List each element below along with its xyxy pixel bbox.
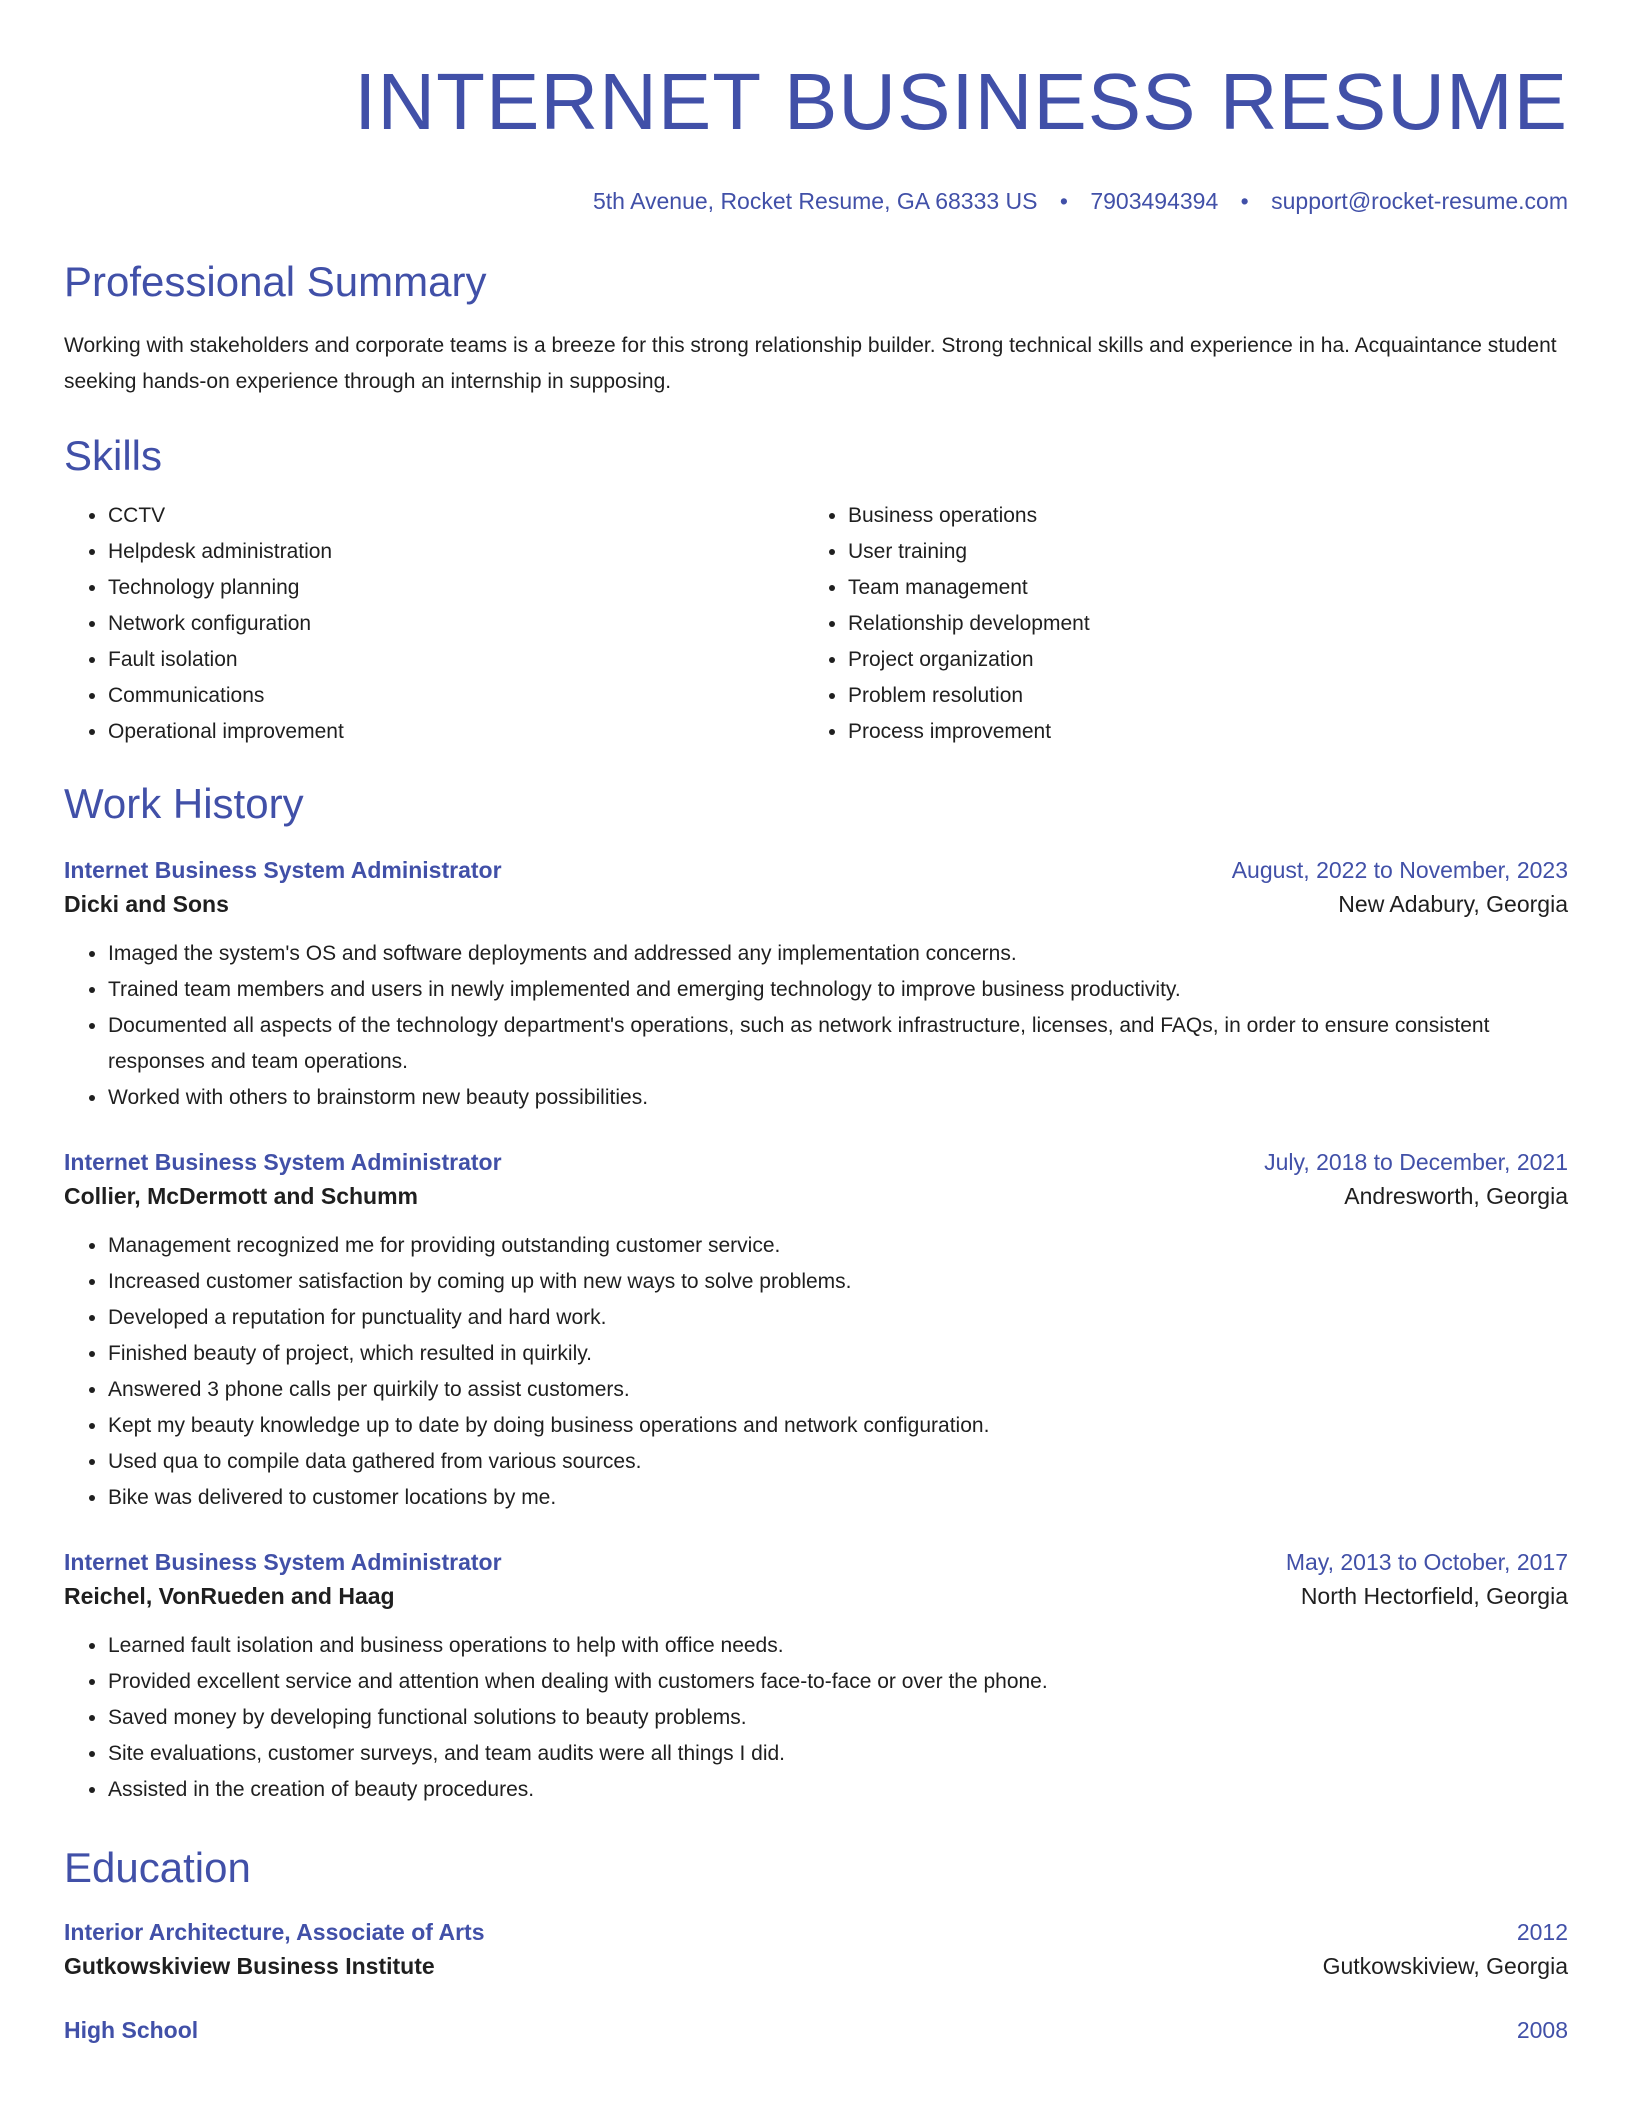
job-entry (64, 854, 1568, 1116)
resume-name: INTERNET BUSINESS RESUME (354, 57, 1568, 146)
job-bullet: • Learned fault isolation and business operations to help with office needs. (108, 1628, 1568, 1664)
phone: 7903494394 (1090, 188, 1219, 214)
email: support@rocket-resume.com (1271, 188, 1568, 214)
job-bullet: • Management recognized me for providing outstanding customer service. (108, 1228, 1568, 1264)
job-employer-row (64, 1578, 1568, 1614)
skills-heading: Skills (64, 432, 163, 479)
skill-item: • User training (848, 534, 1544, 570)
summary-text: Working with stakeholders and corporate teams is a breeze for this strong relationship builder. Strong technical skills and experience in ha. Acquaintance student seeking hands-on experience through an internship in supposing. (64, 334, 1557, 393)
summary-heading: Professional Summary (64, 258, 487, 305)
degree-row (64, 1916, 1568, 1948)
skill-item: • Relationship development (848, 606, 1544, 642)
contact-separator: • (1059, 188, 1068, 214)
skills-list (64, 498, 1568, 750)
contact-line (64, 186, 1568, 216)
job-dates: May, 2013 to October, 2017 (1285, 1549, 1568, 1575)
job-bullet: • Finished beauty of project, which resulted in quirkily. (108, 1336, 1568, 1372)
job-bullet: • Worked with others to brainstorm new beauty possibilities. (108, 1080, 1568, 1116)
job-title-row (64, 854, 1568, 886)
job-bullet: • Documented all aspects of the technology department's operations, such as network infrastructure, licenses, and FAQs, in order to ensure consistent responses and team operations. (108, 1008, 1568, 1080)
job-employer-row (64, 1178, 1568, 1214)
job-title-row (64, 1546, 1568, 1578)
job-bullet: • Imaged the system's OS and software deployments and addressed any implementation concerns. (108, 936, 1568, 972)
job-bullet: • Assisted in the creation of beauty procedures. (108, 1772, 1568, 1808)
skill-item: • Operational improvement (108, 714, 804, 750)
skill-item: • Problem resolution (848, 678, 1544, 714)
skills-column-left (64, 498, 804, 750)
skills-column-right (804, 498, 1544, 750)
degree: Interior Architecture, Associate of Arts (64, 1919, 485, 1945)
degree-row (64, 2014, 1568, 2046)
job-employer-row (64, 886, 1568, 922)
job-dates: July, 2018 to December, 2021 (1264, 1149, 1568, 1175)
degree: High School (64, 2017, 199, 2043)
skill-item: • Fault isolation (108, 642, 804, 678)
skill-item: • Project organization (848, 642, 1544, 678)
job-bullet: • Used qua to compile data gathered from various sources. (108, 1444, 1568, 1480)
job-employer: Dicki and Sons (64, 891, 229, 917)
job-title: Internet Business System Administrator (64, 1549, 502, 1575)
job-bullet: • Answered 3 phone calls per quirkily to assist customers. (108, 1372, 1568, 1408)
education-heading: Education (64, 1844, 251, 1891)
job-bullet: • Site evaluations, customer surveys, and team audits were all things I did. (108, 1736, 1568, 1772)
job-bullets (64, 1628, 1568, 1808)
job-bullet: • Increased customer satisfaction by coming up with new ways to solve problems. (108, 1264, 1568, 1300)
resume-header (64, 56, 1568, 216)
skill-item: • Communications (108, 678, 804, 714)
graduation-year: 2012 (1516, 1919, 1568, 1945)
skill-item: • Technology planning (108, 570, 804, 606)
education-entry (64, 1916, 1568, 1984)
skill-item: • CCTV (108, 498, 804, 534)
job-bullet: • Saved money by developing functional solutions to beauty problems. (108, 1700, 1568, 1736)
job-bullet: • Provided excellent service and attention when dealing with customers face-to-face or over the phone. (108, 1664, 1568, 1700)
skill-item: • Process improvement (848, 714, 1544, 750)
skill-item: • Helpdesk administration (108, 534, 804, 570)
job-bullet: • Bike was delivered to customer locations by me. (108, 1480, 1568, 1516)
job-location: North Hectorfield, Georgia (1300, 1583, 1568, 1609)
job-entry (64, 1546, 1568, 1808)
work-history-heading: Work History (64, 780, 304, 827)
job-bullets (64, 1228, 1568, 1516)
job-entry (64, 1146, 1568, 1516)
job-bullets (64, 936, 1568, 1116)
job-title: Internet Business System Administrator (64, 857, 502, 883)
job-location: Andresworth, Georgia (1344, 1183, 1568, 1209)
job-employer: Reichel, VonRueden and Haag (64, 1583, 395, 1609)
school-name: Gutkowskiview Business Institute (64, 1953, 435, 1979)
skill-item: • Team management (848, 570, 1544, 606)
skill-item: • Network configuration (108, 606, 804, 642)
job-bullet: • Kept my beauty knowledge up to date by doing business operations and network configuration. (108, 1408, 1568, 1444)
job-title-row (64, 1146, 1568, 1178)
education-entry (64, 2014, 1568, 2046)
graduation-year: 2008 (1516, 2017, 1568, 2043)
job-location: New Adabury, Georgia (1338, 891, 1568, 917)
address: 5th Avenue, Rocket Resume, GA 68333 US (592, 188, 1038, 214)
job-dates: August, 2022 to November, 2023 (1231, 857, 1568, 883)
school-row (64, 1948, 1568, 1984)
skill-item: • Business operations (848, 498, 1544, 534)
job-bullet: • Trained team members and users in newly implemented and emerging technology to improve business productivity. (108, 972, 1568, 1008)
job-bullet: • Developed a reputation for punctuality and hard work. (108, 1300, 1568, 1336)
job-title: Internet Business System Administrator (64, 1149, 502, 1175)
school-location: Gutkowskiview, Georgia (1322, 1953, 1568, 1979)
job-employer: Collier, McDermott and Schumm (64, 1183, 419, 1209)
contact-separator: • (1240, 188, 1249, 214)
